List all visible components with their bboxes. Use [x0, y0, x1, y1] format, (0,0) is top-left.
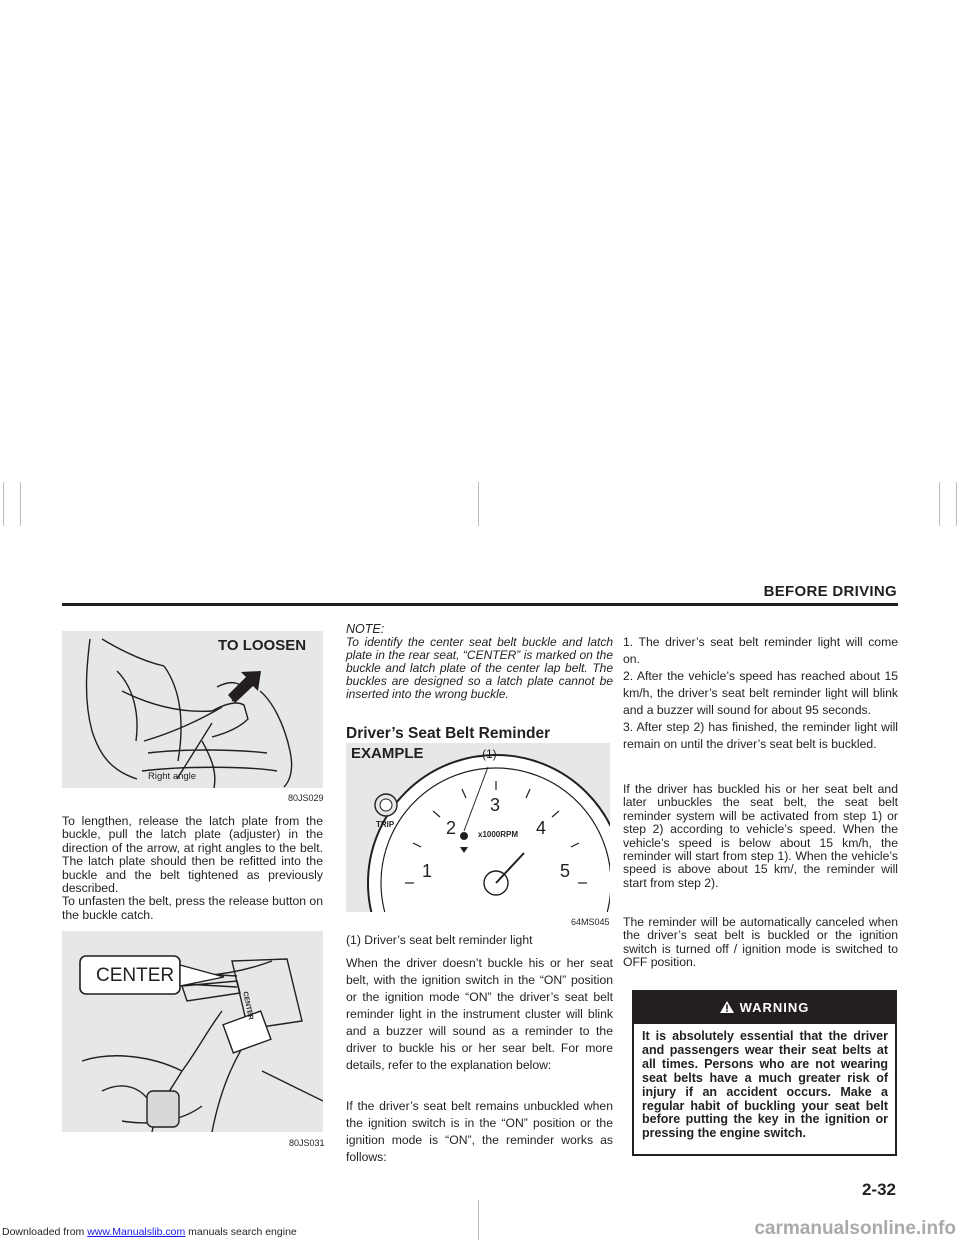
callout-label: (1) — [482, 747, 497, 761]
paragraph-rebuckle: If the driver has buckled his or her seat belt and later unbuckles the seat belt, the seat belt reminder system will be activated from step 1) or step 2) according to vehicle’s speed. When the vehicle’s speed is below about 15 km/h, the reminder will start from step 1). When the vehicle’s speed is above about 15 km/, the reminder will start from step 2). — [623, 782, 898, 890]
paragraph-unfasten: To unfasten the belt, press the release button on the buckle catch. — [62, 894, 323, 922]
warning-text: It is absolutely essential that the driver and passengers wear their seat belts at all times. Persons who are not wearing seat belts have a much greater risk of injury if an accident occurs. Make a regular habit of buckling your seat belt before putting the key in the ignition or pressing the engine switch. — [642, 1029, 888, 1141]
center-buckle-illustration — [62, 931, 323, 1132]
page-number: 2-32 — [861, 1180, 896, 1199]
download-footer — [2, 1226, 297, 1238]
figure-code: 64MS045 — [571, 917, 610, 927]
left-column-text — [62, 815, 323, 922]
reminder-paragraph-1: When the driver doesn’t buckle his or her seat belt, with the ignition switch in the “ON” position or the ignition mode “ON” the driver’s seat belt reminder light in the instrument cluster will blink and a buzzer will sound as a reminder to the driver to buckle his or her sear belt. For more details, refer to the explanation below: — [346, 956, 613, 1072]
paragraph-cancel: The reminder will be automatically canceled when the driver’s seat belt is buckled or the ignition switch is turned off / ignition mode is switched to OFF position. — [623, 915, 898, 970]
note-heading: NOTE: — [346, 622, 385, 636]
section-title: BEFORE DRIVING — [763, 583, 897, 600]
note-block — [346, 622, 613, 701]
figure-title: TO LOOSEN — [218, 637, 307, 654]
figure-gauge-example — [346, 743, 610, 912]
dial-number: 2 — [446, 818, 457, 838]
center-tag-label: CENTER — [241, 991, 254, 1021]
warning-label: WARNING — [739, 1000, 810, 1015]
list-item: 1. The driver’s seat belt reminder light will come on. — [623, 635, 898, 666]
crop-mark — [478, 1200, 479, 1240]
paragraph-lengthen: To lengthen, release the latch plate from the buckle, pull the latch plate (adjuster) in the direction of the arrow, at right angles to the belt. The latch plate should then be refitted into the buckle and the belt tightened as previously described. — [62, 814, 323, 896]
figure-code: 80JS029 — [288, 793, 324, 803]
note-text: To identify the center seat belt buckle and latch plate in the rear seat, “CENTER” is marked on the buckle and latch plate of the center lap belt. The buckles are designed so a latch plate cannot be inserted into the wrong buckle. — [346, 635, 613, 701]
footer-suffix: manuals search engine — [185, 1226, 297, 1238]
figure-center-buckle — [62, 931, 323, 1132]
crop-mark — [20, 482, 21, 526]
manualslib-link[interactable]: www.Manualslib.com — [87, 1226, 186, 1238]
crop-mark — [956, 482, 957, 526]
dial-number: 1 — [422, 861, 433, 881]
header-rule — [62, 603, 898, 606]
crop-mark — [939, 482, 940, 526]
watermark: carmanualsonline.info — [754, 1218, 956, 1239]
dial-number: 3 — [490, 795, 501, 815]
belt-adjust-illustration — [62, 631, 323, 788]
reminder-paragraph-2: If the driver’s seat belt remains unbuckled when the ignition switch is in the “ON” position or the ignition mode is “ON”, the reminder works as follows: — [346, 1099, 613, 1164]
figure-label: Right angle — [148, 771, 197, 782]
footer-prefix: Downloaded from — [2, 1226, 88, 1238]
trip-label: TRIP — [376, 820, 395, 829]
list-item: 2. After the vehicle’s speed has reached about 15 km/h, the driver’s seat belt reminder light will blink and a buzzer will sound for about 95 seconds. — [623, 669, 898, 717]
figure-caption: (1) Driver’s seat belt reminder light — [346, 933, 533, 947]
steps-list — [623, 634, 898, 753]
dial-number: 4 — [536, 818, 547, 838]
rpm-label: x1000RPM — [478, 830, 519, 839]
reminder-heading: Driver’s Seat Belt Reminder — [346, 725, 551, 742]
crop-mark — [478, 482, 479, 526]
warning-triangle-icon — [720, 993, 734, 1025]
figure-to-loosen — [62, 631, 323, 788]
center-callout-label: CENTER — [96, 965, 175, 986]
example-label: EXAMPLE — [351, 745, 424, 762]
warning-header — [634, 992, 895, 1024]
list-item: 3. After step 2) has finished, the reminder light will remain on until the driver’s seat belt is buckled. — [623, 720, 898, 751]
warning-box — [632, 990, 897, 1156]
dial-number: 5 — [560, 861, 571, 881]
figure-code: 80JS031 — [289, 1138, 325, 1148]
crop-mark — [3, 482, 4, 526]
